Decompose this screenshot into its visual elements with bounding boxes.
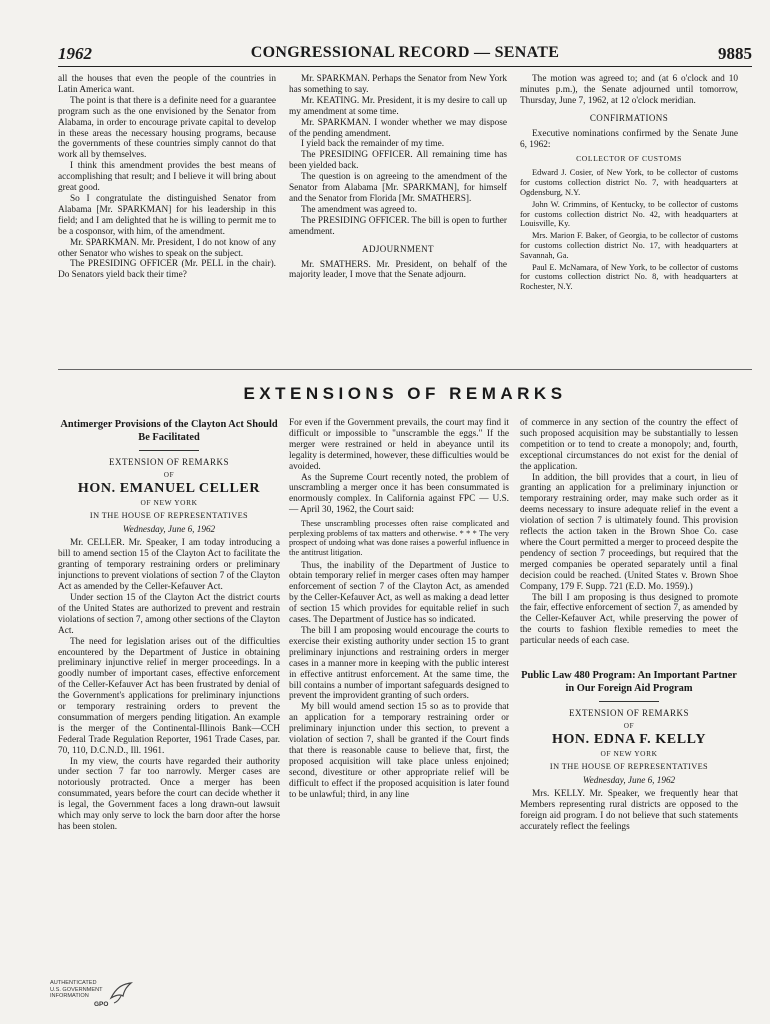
header-page-number: 9885 (718, 44, 752, 63)
article1-of: OF (163, 470, 175, 479)
extensions-heading: EXTENSIONS OF REMARKS (243, 384, 567, 403)
paragraph: The bill I am proposing is thus designed to promote the fair, effective enforcement of section 7, as amended by the Celler-Kefauver Act, while preserving the power of the courts to fashion flexible remedies to meet the particular needs of each case. (520, 592, 738, 647)
article1-column-2 (289, 418, 509, 800)
eagle-icon (108, 980, 134, 1006)
paragraph: The question is on agreeing to the amendment of the Senator from Alabama [Mr. SPARKMAN], for himself and the Senator from Florida [Mr. SMATHERS]. (289, 172, 507, 204)
paragraph: I think this amendment provides the best means of accomplishing that result; and I believe it will bring about great good. (58, 161, 276, 194)
article1-date: Wednesday, June 6, 1962 (122, 523, 216, 534)
article1-extension-label: EXTENSION OF REMARKS (108, 457, 229, 467)
paragraph: My bill would amend section 15 so as to provide that an application for a temporary restraining order or preliminary injunction under this section, to prevent a violation of section 7, shall be granted if the Court finds that there is reasonable cause to believe that, first, the proposed acquisition will take place unless enjoined; second, divestiture or other appropriate relief will be difficult to effect if the proposed acquisition is later found to be unlawful; third, in any line (289, 702, 509, 800)
seal-text: AUTHENTICATED (50, 980, 97, 986)
paragraph: Mr. SPARKMAN. Perhaps the Senator from New York has something to say. (289, 74, 507, 95)
nomination: John W. Crimmins, of Kentucky, to be collector of customs for customs collection district No. 42, with headquarters at Louisville, Ky. (520, 199, 738, 229)
article2-state: OF NEW YORK (600, 748, 658, 758)
article1-column-1 (58, 418, 280, 833)
top-column-2 (289, 74, 507, 281)
paragraph: Mrs. KELLY. Mr. Speaker, we frequently hear that Members representing rural districts are opposed to the foreign aid program. I do not believe that such statements accurately reflect the feelings (520, 789, 738, 833)
paragraph: The need for legislation arises out of the difficulties encountered by the Department of Justice in obtaining preliminary injunctive relief in merger proceedings. In a goodly number of important cases, effective enforcement of the Celler-Kefauver Act has been frustrated by denial of the Government's applications for preliminary injunctions or temporary restraining orders to prevent the consummation of mergers pending litigation. An example is the merger of the Continental-Illinois Bank—CCH Federal Trade Regulation Reporter, 1961 Trade Cases, par. 70, 110, D.C.N.D., Ill. 1961. (58, 636, 280, 756)
gpo-label: GPO (94, 1001, 109, 1008)
adjournment-heading: ADJOURNMENT (362, 243, 434, 254)
seal-text: INFORMATION (50, 993, 89, 1000)
paragraph: Mr. KEATING. Mr. President, it is my desire to call up my amendment at some time. (289, 95, 507, 117)
nomination: Edward J. Cosier, of New York, to be collector of customs for customs collection district No. 7, with headquarters at Ogdensburg, N.Y. (520, 168, 738, 197)
paragraph: all the houses that even the people of the countries in Latin America want. (58, 74, 276, 95)
paragraph: Mr. CELLER. Mr. Speaker, I am today introducing a bill to amend section 15 of the Clayton Act to facilitate the granting of temporary restraining orders or preliminary injunctions to prevent violations of section 7 of the Clayton Act as amended by the Celler-Kefauver Act. (58, 538, 280, 593)
paragraph: of commerce in any section of the country the effect of such proposed acquisition may be substantially to lessen competition or to tend to create a monopoly; and, fourth, exceptional circumstances do not exist for the denial of the application. (520, 418, 738, 472)
paragraph: The motion was agreed to; and (at 6 o'clock and 10 minutes p.m.), the Senate adjourned until tomorrow, Thursday, June 7, 1962, at 12 o'clock meridian. (520, 74, 738, 106)
paragraph: The amendment was agreed to. (301, 204, 417, 215)
paragraph: The PRESIDING OFFICER (Mr. PELL in the chair). Do Senators yield back their time? (58, 259, 276, 281)
rule (139, 450, 199, 451)
block-quote: These unscrambling processes often raise complicated and perplexing problems of tax matters and otherwise. * * * The very prospect of undoing what was done raises a powerful influence in the antitrust litigation. (289, 519, 509, 557)
collector-of-customs-subheading: COLLECTOR OF CUSTOMS (576, 154, 682, 164)
paragraph: I yield back the remainder of my time. (301, 139, 445, 150)
article1-author: HON. EMANUEL CELLER (77, 480, 261, 496)
page-header (58, 44, 752, 67)
article2-title: Public Law 480 Program: An Important Partner in Our Foreign Aid Program (521, 670, 737, 695)
top-column-1 (58, 74, 276, 281)
paragraph: The PRESIDING OFFICER. The bill is open to further amendment. (289, 215, 507, 237)
article2-author: HON. EDNA F. KELLY (551, 731, 707, 747)
paragraph: Thus, the inability of the Department of Justice to obtain temporary relief in merger cases often may hamper enforcement of section 7 of the Clayton Act, as amended by the Celler-Kefauver Act, as well as making a dead letter of section 15 which provides for equitable relief in such cases. The Department of Justice has so indicated. (289, 560, 509, 626)
nomination: Paul E. McNamara, of New York, to be collector of customs for customs collection district No. 8, with headquarters at Rochester, N.Y. (520, 262, 738, 292)
paragraph: In my view, the courts have regarded their authority under section 7 far too narrowly. Merger cases are notoriously protracted. Once a merger has been consummated, years before the court can decide whether it is legal, the Government faces a long drawn-out lawsuit which may only serve to lock the barn door after the horse has been stolen. (58, 756, 280, 832)
confirmations-heading: CONFIRMATIONS (589, 112, 669, 123)
paragraph: Executive nominations confirmed by the Senate June 6, 1962: (520, 128, 738, 150)
paragraph: So I congratulate the distinguished Senator from Alabama [Mr. SPARKMAN] for his leadership in this field; and I am delighted that he is willing to permit me to be a cosponsor, with him, of the amendment. (58, 193, 276, 237)
article2-house: IN THE HOUSE OF REPRESENTATIVES (549, 761, 709, 771)
article2-extension-label: EXTENSION OF REMARKS (568, 708, 689, 719)
header-title: CONGRESSIONAL RECORD — SENATE (250, 44, 560, 61)
header-year: 1962 (58, 44, 92, 63)
paragraph: The bill I am proposing would encourage the courts to exercise their existing authority under section 15 to grant preliminary injunctions and restraining orders in merger cases in a manner more in keeping with the public interest in effective antitrust enforcement. At the same time, the bill contains a number of important safeguards designed to prevent the improvident granting of such orders. (289, 625, 509, 702)
rule (599, 701, 659, 702)
paragraph: For even if the Government prevails, the court may find it difficult or impossible to "unscramble the eggs." If the merger were restrained or held in abeyance until its legality is determined, however, these difficulties would be avoided. (289, 418, 509, 472)
article1-column-3 (520, 418, 738, 833)
gpo-authentication-seal (50, 980, 140, 1016)
paragraph: As the Supreme Court recently noted, the problem of unscrambling a merger once it has been consummated is enormously complex. In California against FPC — U.S. — April 30, 1962, the Court said: (289, 472, 509, 516)
article1-state: OF NEW YORK (140, 497, 198, 507)
paragraph: The point is that there is a definite need for a guarantee program such as the one envisioned by the Senator from Alabama, in order to encourage private capital to develop in these areas the necessary housing programs, because the governments of these countries simply cannot do that work all by themselves. (58, 95, 276, 161)
paragraph: Mr. SMATHERS. Mr. President, on behalf of the majority leader, I move that the Senate adjourn. (289, 259, 507, 281)
paragraph: The PRESIDING OFFICER. All remaining time has been yielded back. (289, 150, 507, 172)
section-divider (58, 369, 752, 370)
article1-title: Antimerger Provisions of the Clayton Act Should Be Facilitated (60, 419, 278, 443)
paragraph: Under section 15 of the Clayton Act the district courts of the United States are authorized to prevent and restrain violations of section 7, among other sections of the Clayton Act. (58, 592, 280, 636)
article2-date: Wednesday, June 6, 1962 (582, 774, 676, 785)
paragraph: Mr. SPARKMAN. I wonder whether we may dispose of the pending amendment. (289, 117, 507, 139)
article1-house: IN THE HOUSE OF REPRESENTATIVES (89, 510, 249, 520)
seal-text: U.S. GOVERNMENT (50, 986, 103, 993)
paragraph: In addition, the bill provides that a court, in lieu of granting an application for a preliminary injunction or temporary restraining order, may make such order as it deems necessary to insure adequate relief in the event a violation of section 7 is ultimately found. This provision reflects the action taken in the Brown Shoe Co. case where the Court permitted a merger to proceed despite the pendency of section 7 proceedings, but required that the merged companies be operated separately until a final decision could be reached. (United States v. Brown Shoe Company, 179 F. Supp. 721 (E.D. Mo. 1959).) (520, 472, 738, 592)
paragraph: Mr. SPARKMAN. Mr. President, I do not know of any other Senator who wishes to speak on the subject. (58, 237, 276, 259)
article2-of: OF (623, 721, 635, 730)
nomination: Mrs. Marion F. Baker, of Georgia, to be collector of customs for customs collection district No. 17, with headquarters at Savannah, Ga. (520, 231, 738, 260)
top-column-3 (520, 74, 738, 294)
